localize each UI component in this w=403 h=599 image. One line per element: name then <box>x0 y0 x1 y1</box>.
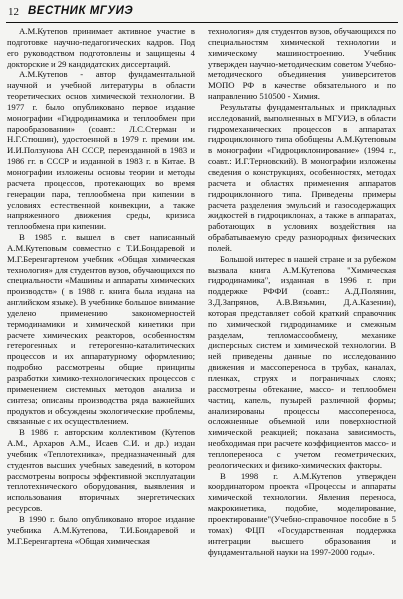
paragraph: Большой интерес в нашей стране и за рубежом вызвала книга А.М.Кутепова "Химическая гидродинамика", изданная в 1996 г. при поддержке РФФИ (соавт.: А.Д.Полянин, З.Д.Запрянов, А.В.Вязьмин, Д.А.Казенин), которая представляет собой краткий справочник по химической гидродинамике и смежным разделам, тепломассообмену, механике дисперсных систем и химической технологии. В ней приведены данные по исследованию движения и массопереноса в трубах, каналах, пленках, струях и пограничных слоях; рассмотрены обтекание, массо- и теплообмен частиц, капель, пузырей различной формы; анализированы процессы массопереноса, осложненные объемной или поверхностной химической реакцией; показана зависимость, необходимая при расчете коэффициентов массо- и теплопереноса с учетом геометрических, реологических и физико-химических факторы. <box>208 253 396 470</box>
paragraph: А.М.Кутепов - автор фундаментальной научной и учебной литературы в области теоретических основ химической технологии. В 1977 г. было опубликовано первое издание монографии «Гидродинамика и теплообмен при парообразовании» (соавт.: Л.С.Стерман и Н.Г.Стюшин), удостоенной в 1979 г. премии им. И.И.Ползунова АН СССР, переизданной в 1983 и 1986 гг. в СССР и изданной в 1983 г. в Китае. В монографии изложены основы теории и методы расчета процессов, протекающих во время генерации пара, теплообмена при кипении в условиях естественной конвекции, а также напряженного движения среды, кризиса теплообмена при кипении. <box>7 69 195 232</box>
page-header <box>6 4 398 23</box>
paragraph: А.М.Кутепов принимает активное участие в подготовке научно-педагогических кадров. Под его руководством подготовлены и защищены 4 докторские и 29 кандидатских диссертаций. <box>7 26 195 69</box>
paragraph: В 1990 г. было опубликовано второе издание учебника А.М.Кутепова, Т.И.Бондаревой и М.Г.Беренгартена «Общая химическая <box>7 513 195 546</box>
page-number: 12 <box>8 6 19 18</box>
paragraph: В 1998 г. А.М.Кутепов утвержден координатором проекта «Процессы и аппараты химической технологии. Явления переноса, макрокинетика, подобие, моделирование, проектирование"(Учебно-справочное пособие в 5 томах) ФЦП «Государственная поддержка интеграции высшего образования и фундаментальной науки на 1997-2000 годы». <box>208 470 396 557</box>
left-column <box>7 26 195 547</box>
paragraph: В 1985 г. вышел в свет написанный А.М.Кутеповым совместно с Т.И.Бондаревой и М.Г.Беренгартеном учебник «Общая химическая технология» для студентов вузов, обучающихся по специальности «Машины и аппараты химических производств» ( в 1988 г. книга была издана на английском языке). В учебнике большое внимание уделено применению закономерностей термодинамики и химической кинетики при расчете химических реакторов, особенностям гетерогенных и гетерогенно-каталитических процессов и их аппаратурному оформлению; подробно рассмотрены общие принципы разработки химико-технологических процессов с применением системных методов анализа и синтеза; описаны производства ряда важнейших продуктов и обсуждены экологические проблемы, связанные с их осуществлением. <box>7 232 195 427</box>
journal-title: ВЕСТНИК МГУИЭ <box>28 5 134 17</box>
right-column <box>208 26 396 557</box>
paragraph: В 1986 г. авторским коллективом (Кутепов А.М., Архаров А.М., Исаев С.И. и др.) издан учебник «Теплотехника», предназначенный для студентов высших учебных заведений, в котором рассмотрены вопросы эффективной эксплуатации теплотехнического оборудования, выявления и использования вторичных энергетических ресурсов. <box>7 427 195 514</box>
paragraph: технология» для студентов вузов, обучающихся по специальностям химической технологии и химическому машиностроению. Учебник утвержден научно-методическим советом Учебно-методического объединения университетов МОПО РФ в качестве обязательного и по направлению 510500 - Химия. <box>208 26 396 102</box>
paragraph: Результаты фундаментальных и прикладных исследований, выполненных в МГУИЭ, в области гидромеханических процессов в аппаратах гидроциклонного типа обобщены А.М.Кутеповым в монографии «Гидроциклонирование» (1994 г., соавт.: И.Г.Терновский). В монографии изложены сведения о конструкциях, особенностях, методах расчета и областях применения аппаратов гидроциклонного типа. Приведены примеры расчета разделения эмульсий и газосодержащих жидкостей в гидроциклонах, а также в аппаратах, работающих в условиях воздействия на обрабатываемую среду разнородных физических полей. <box>208 101 396 253</box>
